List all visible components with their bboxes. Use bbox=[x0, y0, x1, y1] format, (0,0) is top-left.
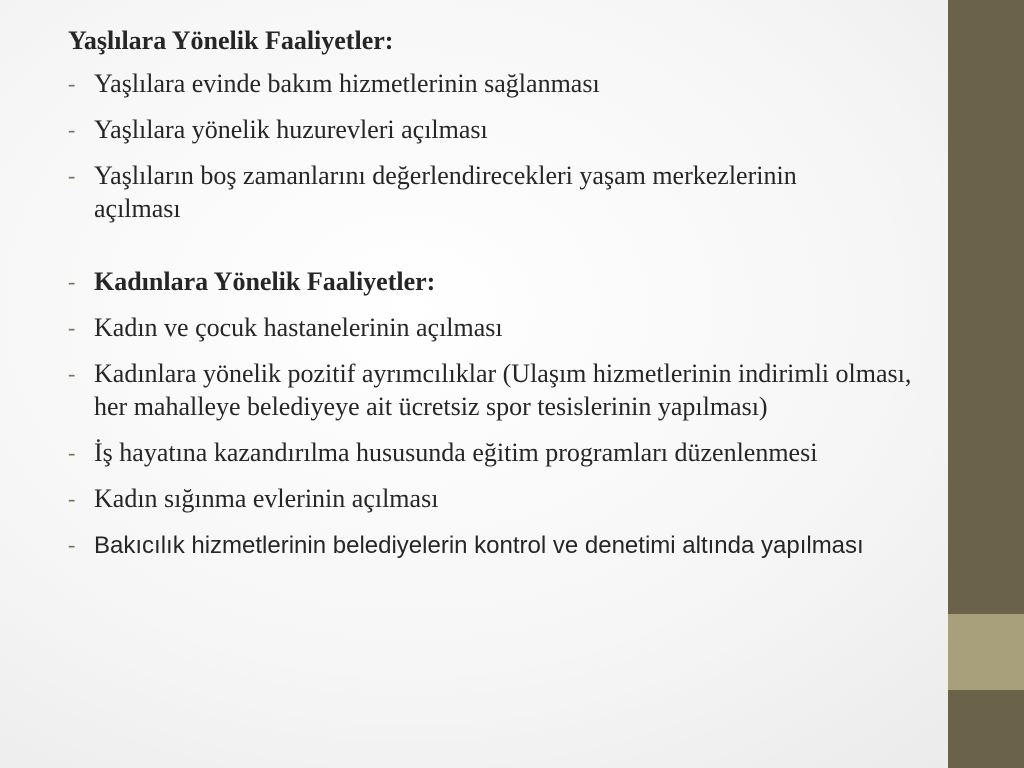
list-item bbox=[68, 436, 884, 469]
list-item-text: Yaşlıların boş zamanlarını değerlendirecekleri yaşam merkezlerinin açılması bbox=[94, 161, 797, 223]
list-item bbox=[68, 265, 928, 298]
list-item-text: İş hayatına kazandırılma hususunda eğitim programları düzenlenmesi bbox=[94, 438, 818, 467]
list-item-text: Kadınlara yönelik pozitif ayrımcılıklar (Ulaşım hizmetlerinin indirimli olması, her mahalleye belediyeye ait ücretsiz spor tesislerinin yapılması) bbox=[94, 359, 912, 421]
list-item bbox=[68, 67, 928, 100]
dash-bullet: - bbox=[68, 269, 76, 294]
slide-content bbox=[68, 24, 928, 576]
list-item-text: Yaşlılara evinde bakım hizmetlerinin sağlanması bbox=[94, 69, 600, 98]
dash-bullet: - bbox=[68, 440, 76, 465]
dash-bullet: - bbox=[68, 315, 76, 340]
dash-bullet: - bbox=[68, 532, 76, 557]
list-item-text: Kadın sığınma evlerinin açılması bbox=[94, 484, 439, 513]
section-heading-elderly: Yaşlılara Yönelik Faaliyetler: bbox=[68, 26, 394, 55]
list-item bbox=[68, 113, 928, 146]
sidebar-decoration bbox=[948, 0, 1024, 768]
dash-bullet: - bbox=[68, 71, 76, 96]
list-item-text: Yaşlılara yönelik huzurevleri açılması bbox=[94, 115, 488, 144]
dash-bullet: - bbox=[68, 486, 76, 511]
section-heading-women: Kadınlara Yönelik Faaliyetler: bbox=[94, 267, 436, 296]
list-item bbox=[68, 159, 854, 225]
list-item bbox=[68, 482, 928, 515]
list-item-text: Kadın ve çocuk hastanelerinin açılması bbox=[94, 313, 503, 342]
list-item bbox=[68, 528, 894, 563]
dash-bullet: - bbox=[68, 361, 76, 386]
dash-bullet: - bbox=[68, 117, 76, 142]
list-item bbox=[68, 357, 944, 423]
list-item bbox=[68, 311, 928, 344]
list-item-text: Bakıcılık hizmetlerinin belediyelerin kontrol ve denetimi altında yapılması bbox=[94, 532, 864, 559]
spacer bbox=[68, 238, 928, 265]
dash-bullet: - bbox=[68, 163, 76, 188]
sidebar-accent-block bbox=[948, 614, 1024, 690]
